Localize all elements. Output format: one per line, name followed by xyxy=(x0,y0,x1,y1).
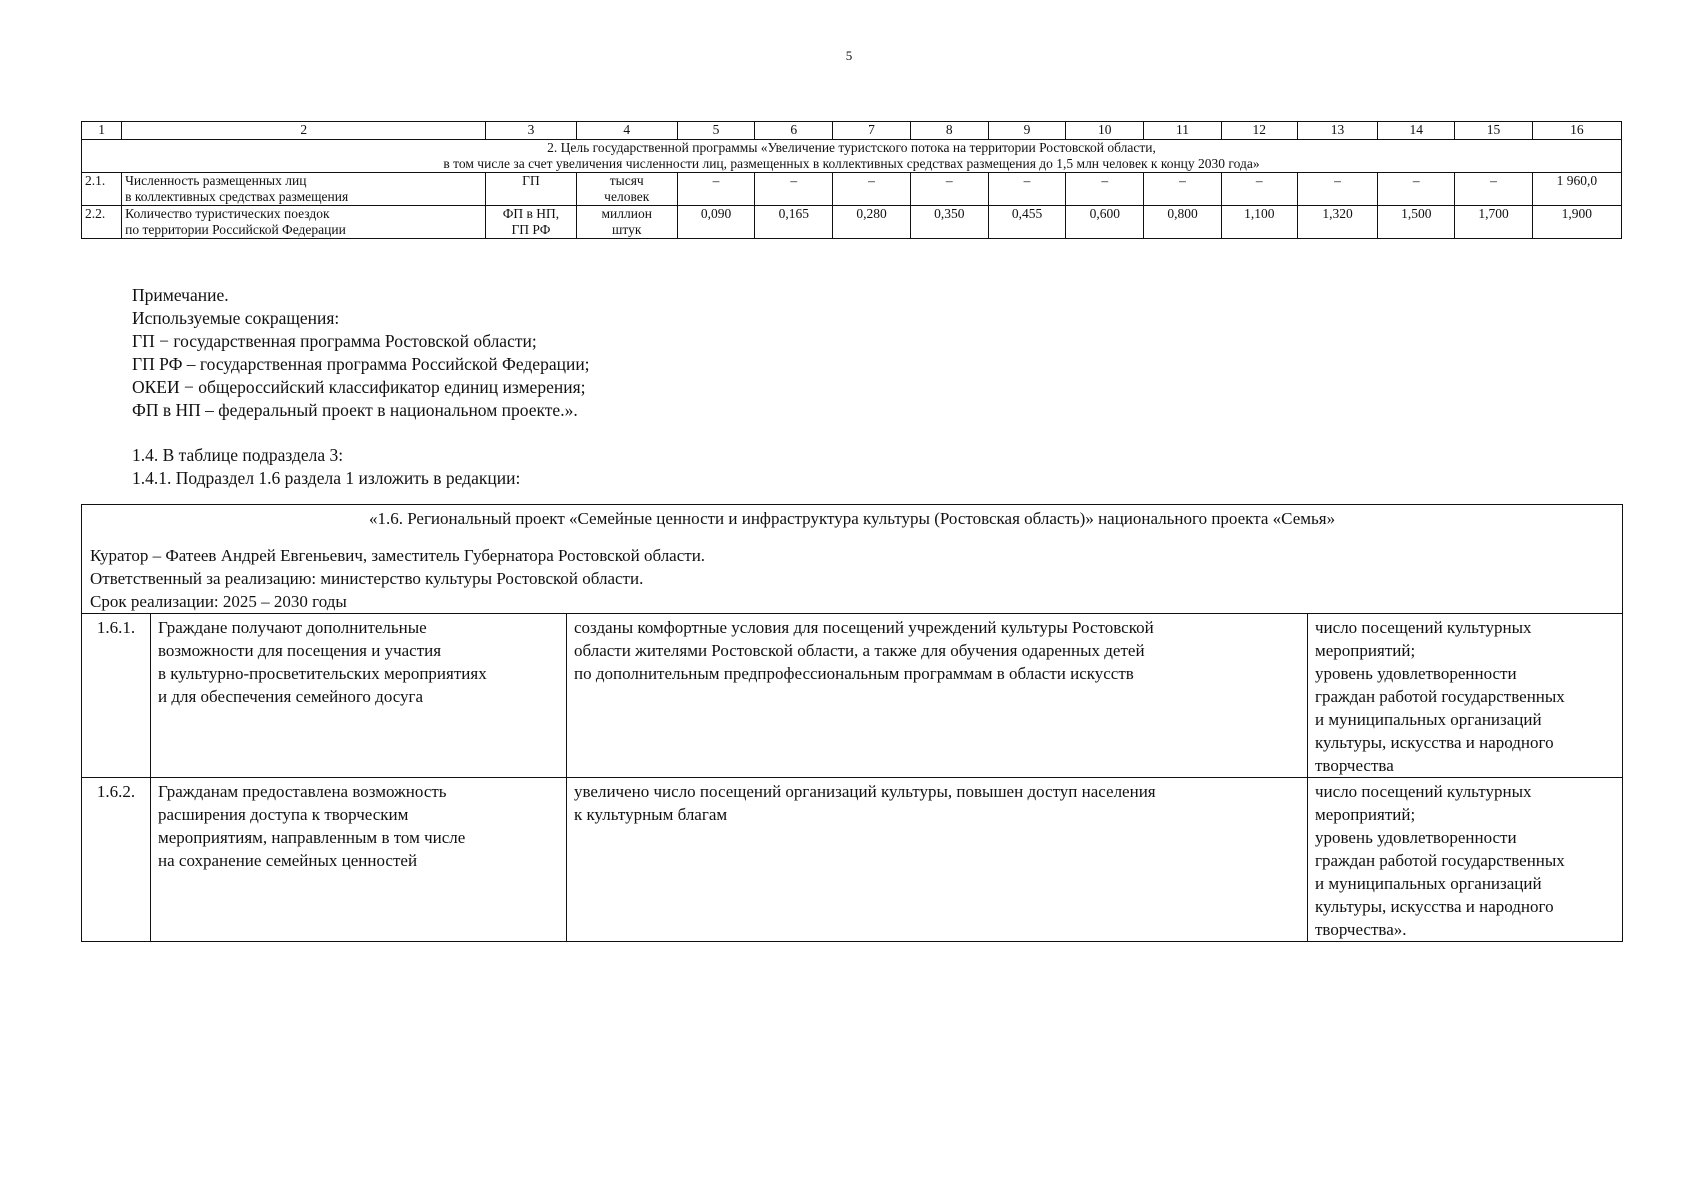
column-number: 16 xyxy=(1532,122,1621,140)
indicator-level: ФП в НП, xyxy=(502,206,560,221)
indicator-name: Численность размещенных лиц xyxy=(125,173,307,188)
value-cell: – xyxy=(910,173,988,206)
goal-line: 2. Цель государственной программы «Увеличение туристского потока на территории Ростовской области, xyxy=(547,140,1156,155)
value-cell: – xyxy=(833,173,910,206)
row-number: 2.1. xyxy=(82,173,122,206)
task-line: мероприятиям, направленным в том числе xyxy=(158,828,466,847)
value-cell: – xyxy=(677,173,754,206)
instruction-line: 1.4.1. Подраздел 1.6 раздела 1 изложить в редакции: xyxy=(132,468,521,488)
indicator-line: культуры, искусства и народного xyxy=(1315,733,1554,752)
indicator-line: культуры, искусства и народного xyxy=(1315,897,1554,916)
value-cell: – xyxy=(755,173,833,206)
instruction-line: 1.4. В таблице подраздела 3: xyxy=(132,445,344,465)
abbreviation-item: ГП − государственная программа Ростовской области; xyxy=(132,331,537,351)
value-cell: 0,165 xyxy=(755,206,833,239)
value-cell: 1,500 xyxy=(1378,206,1455,239)
task-line: возможности для посещения и участия xyxy=(158,641,442,660)
abbreviation-item: ФП в НП – федеральный проект в национальном проекте.». xyxy=(132,400,578,420)
indicator-line: творчества». xyxy=(1315,920,1407,939)
goal-line: в том числе за счет увеличения численности лиц, размещенных в коллективных средствах размещения до 1,5 млн человек к концу 2030 года» xyxy=(443,156,1260,171)
value-cell: 0,455 xyxy=(988,206,1065,239)
effect-cell xyxy=(567,614,1308,778)
indicator-line: число посещений культурных xyxy=(1315,618,1532,637)
value-cell: 0,800 xyxy=(1144,206,1221,239)
task-line: Граждане получают дополнительные xyxy=(158,618,427,637)
unit: тысяч xyxy=(609,173,644,188)
notes-title: Примечание. xyxy=(132,285,229,305)
task-line: Гражданам предоставлена возможность xyxy=(158,782,447,801)
indicator-line: и муниципальных организаций xyxy=(1315,874,1542,893)
table-row xyxy=(82,206,1622,239)
effect-line: области жителями Ростовской области, а также для обучения одаренных детей xyxy=(574,641,1145,660)
project-responsible: Ответственный за реализацию: министерство культуры Ростовской области. xyxy=(90,569,644,588)
task-line: на сохранение семейных ценностей xyxy=(158,851,418,870)
table-row xyxy=(82,614,1623,778)
column-number: 14 xyxy=(1378,122,1455,140)
regional-project-table xyxy=(81,504,1623,942)
row-number: 2.2. xyxy=(82,206,122,239)
effect-line: увеличено число посещений организаций культуры, повышен доступ населения xyxy=(574,782,1156,801)
value-cell: 1,900 xyxy=(1532,206,1621,239)
indicator-name: в коллективных средствах размещения xyxy=(125,189,349,204)
value-cell: – xyxy=(1455,173,1532,206)
indicator-name: Количество туристических поездок xyxy=(125,206,330,221)
indicator-level: ГП xyxy=(522,173,540,188)
task-cell xyxy=(151,778,567,942)
value-cell: – xyxy=(1144,173,1221,206)
table-row xyxy=(82,173,1622,206)
project-period: Срок реализации: 2025 – 2030 годы xyxy=(90,592,347,611)
indicator-name: по территории Российской Федерации xyxy=(125,222,346,237)
row-number: 1.6.2. xyxy=(82,778,151,942)
column-number: 7 xyxy=(833,122,910,140)
effect-cell xyxy=(567,778,1308,942)
value-cell: 1,320 xyxy=(1297,206,1377,239)
column-number: 1 xyxy=(82,122,122,140)
indicator-line: граждан работой государственных xyxy=(1315,687,1565,706)
unit: человек xyxy=(604,189,650,204)
abbreviation-item: ГП РФ – государственная программа Российской Федерации; xyxy=(132,354,590,374)
indicator-line: мероприятий; xyxy=(1315,641,1416,660)
row-number: 1.6.1. xyxy=(82,614,151,778)
effect-line: созданы комфортные условия для посещений учреждений культуры Ростовской xyxy=(574,618,1154,637)
task-line: и для обеспечения семейного досуга xyxy=(158,687,424,706)
column-number: 10 xyxy=(1066,122,1144,140)
indicator-line: творчества xyxy=(1315,756,1394,775)
indicator-line: и муниципальных организаций xyxy=(1315,710,1542,729)
project-header-row xyxy=(82,505,1623,614)
indicator-line: граждан работой государственных xyxy=(1315,851,1565,870)
abbreviations-title: Используемые сокращения: xyxy=(132,308,340,328)
column-number: 6 xyxy=(755,122,833,140)
indicator-level: ГП РФ xyxy=(511,222,551,237)
abbreviation-item: ОКЕИ − общероссийский классификатор единиц измерения; xyxy=(132,377,586,397)
task-cell xyxy=(151,614,567,778)
table-row xyxy=(82,778,1623,942)
page-number: 5 xyxy=(845,48,853,63)
effect-line: к культурным благам xyxy=(574,805,728,824)
indicator-line: число посещений культурных xyxy=(1315,782,1532,801)
value-cell: 1,700 xyxy=(1455,206,1532,239)
value-cell: 0,600 xyxy=(1066,206,1144,239)
column-number: 12 xyxy=(1221,122,1297,140)
column-number: 8 xyxy=(910,122,988,140)
value-cell: 0,090 xyxy=(677,206,754,239)
value-cell: – xyxy=(1378,173,1455,206)
indicator-line: уровень удовлетворенности xyxy=(1315,828,1517,847)
unit: штук xyxy=(612,222,642,237)
column-number: 5 xyxy=(677,122,754,140)
unit: миллион xyxy=(601,206,652,221)
value-cell: – xyxy=(1297,173,1377,206)
column-number: 2 xyxy=(122,122,486,140)
indicators-table xyxy=(81,121,1622,239)
value-cell: 1 960,0 xyxy=(1532,173,1621,206)
value-cell: 1,100 xyxy=(1221,206,1297,239)
value-cell: – xyxy=(988,173,1065,206)
value-cell: – xyxy=(1066,173,1144,206)
column-number: 4 xyxy=(576,122,677,140)
goal-row xyxy=(82,140,1622,173)
column-number: 11 xyxy=(1144,122,1221,140)
effect-line: по дополнительным предпрофессиональным программам в области искусств xyxy=(574,664,1134,683)
indicator-line: мероприятий; xyxy=(1315,805,1416,824)
column-number: 15 xyxy=(1455,122,1532,140)
column-number: 9 xyxy=(988,122,1065,140)
project-title: «1.6. Региональный проект «Семейные ценности и инфраструктура культуры (Ростовская область)» национального проекта «Семья» xyxy=(368,509,1336,528)
value-cell: 0,280 xyxy=(833,206,910,239)
instructions-block xyxy=(132,444,520,490)
value-cell: – xyxy=(1221,173,1297,206)
task-line: в культурно-просветительских мероприятиях xyxy=(158,664,487,683)
task-line: расширения доступа к творческим xyxy=(158,805,409,824)
project-curator: Куратор – Фатеев Андрей Евгеньевич, заместитель Губернатора Ростовской области. xyxy=(90,546,706,565)
indicators-cell xyxy=(1308,614,1623,778)
column-number: 3 xyxy=(486,122,576,140)
value-cell: 0,350 xyxy=(910,206,988,239)
column-number: 13 xyxy=(1297,122,1377,140)
indicator-line: уровень удовлетворенности xyxy=(1315,664,1517,683)
notes-block xyxy=(132,284,590,422)
column-number-row xyxy=(82,122,1622,140)
indicators-cell xyxy=(1308,778,1623,942)
